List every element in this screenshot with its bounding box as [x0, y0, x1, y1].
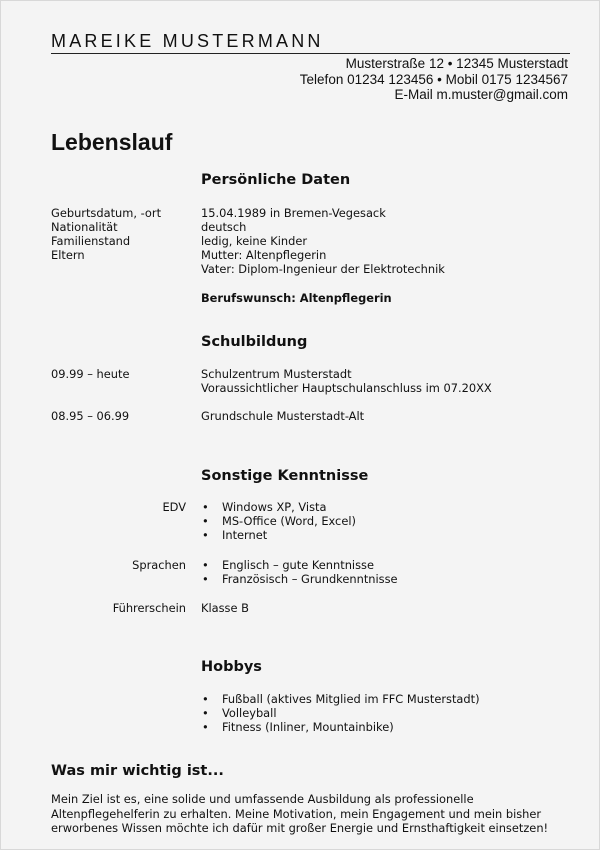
school-heading: Schulbildung [201, 334, 308, 350]
personal-data-heading: Persönliche Daten [201, 172, 351, 188]
list-item: • Windows XP, Vista [201, 500, 356, 514]
list-item: • Fitness (Inliner, Mountainbike) [201, 720, 480, 734]
hobbies-list [201, 692, 480, 734]
license-label: Führerschein [112, 601, 186, 615]
parents-mother-value: Mutter: Altenpflegerin [201, 248, 327, 262]
list-item: • Englisch – gute Kenntnisse [201, 558, 398, 572]
phone-line: Telefon 01234 123456 • Mobil 0175 1234567 [299, 72, 568, 87]
edv-label: EDV [162, 500, 186, 514]
marital-label: Familienstand [51, 234, 131, 248]
nationality-label: Nationalität [51, 220, 118, 234]
page-title: Lebenslauf [51, 129, 173, 155]
goal-paragraph: Mein Ziel ist es, eine solide und umfassende Ausbildung als professionelle Altenpflegehelferin zu erhalten. Meine Motivation, mein Engagement und mein bisher erworbenes Wissen möchte ich dafür mit großer Energie und Ernsthaftigkeit einsetzen! [51, 792, 549, 835]
important-heading: Was mir wichtig ist... [51, 763, 224, 779]
list-item: • MS-Office (Word, Excel) [201, 514, 356, 528]
hobbies-heading: Hobbys [201, 659, 262, 675]
parents-label: Eltern [51, 248, 85, 262]
edv-list [201, 500, 356, 542]
languages-list [201, 558, 398, 586]
license-value: Klasse B [201, 601, 249, 615]
marital-value: ledig, keine Kinder [201, 234, 308, 248]
address-line: Musterstraße 12 • 12345 Musterstadt [345, 56, 568, 71]
header-divider [51, 53, 570, 54]
languages-label: Sprachen [132, 558, 186, 572]
school-detail-1: Voraussichtlicher Hauptschulanschluss im 07.20XX [201, 381, 492, 395]
applicant-name: MAREIKE MUSTERMANN [51, 31, 324, 51]
school-name-2: Grundschule Musterstadt-Alt [201, 409, 365, 423]
birth-label: Geburtsdatum, -ort [51, 206, 162, 220]
list-item: • Französisch – Grundkenntnisse [201, 572, 398, 586]
list-item: • Internet [201, 528, 356, 542]
skills-heading: Sonstige Kenntnisse [201, 468, 369, 484]
birth-value: 15.04.1989 in Bremen-Vegesack [201, 206, 386, 220]
list-item: • Fußball (aktives Mitglied im FFC Musterstadt) [201, 692, 480, 706]
list-item: • Volleyball [201, 706, 480, 720]
nationality-value: deutsch [201, 220, 247, 234]
career-wish: Berufswunsch: Altenpflegerin [201, 291, 392, 305]
school-name-1: Schulzentrum Musterstadt [201, 367, 352, 381]
school-period-2: 08.95 – 06.99 [51, 409, 130, 423]
parents-father-value: Vater: Diplom-Ingenieur der Elektrotechnik [201, 262, 445, 276]
school-period-1: 09.99 – heute [51, 367, 130, 381]
email-line: E-Mail m.muster@gmail.com [394, 87, 568, 102]
